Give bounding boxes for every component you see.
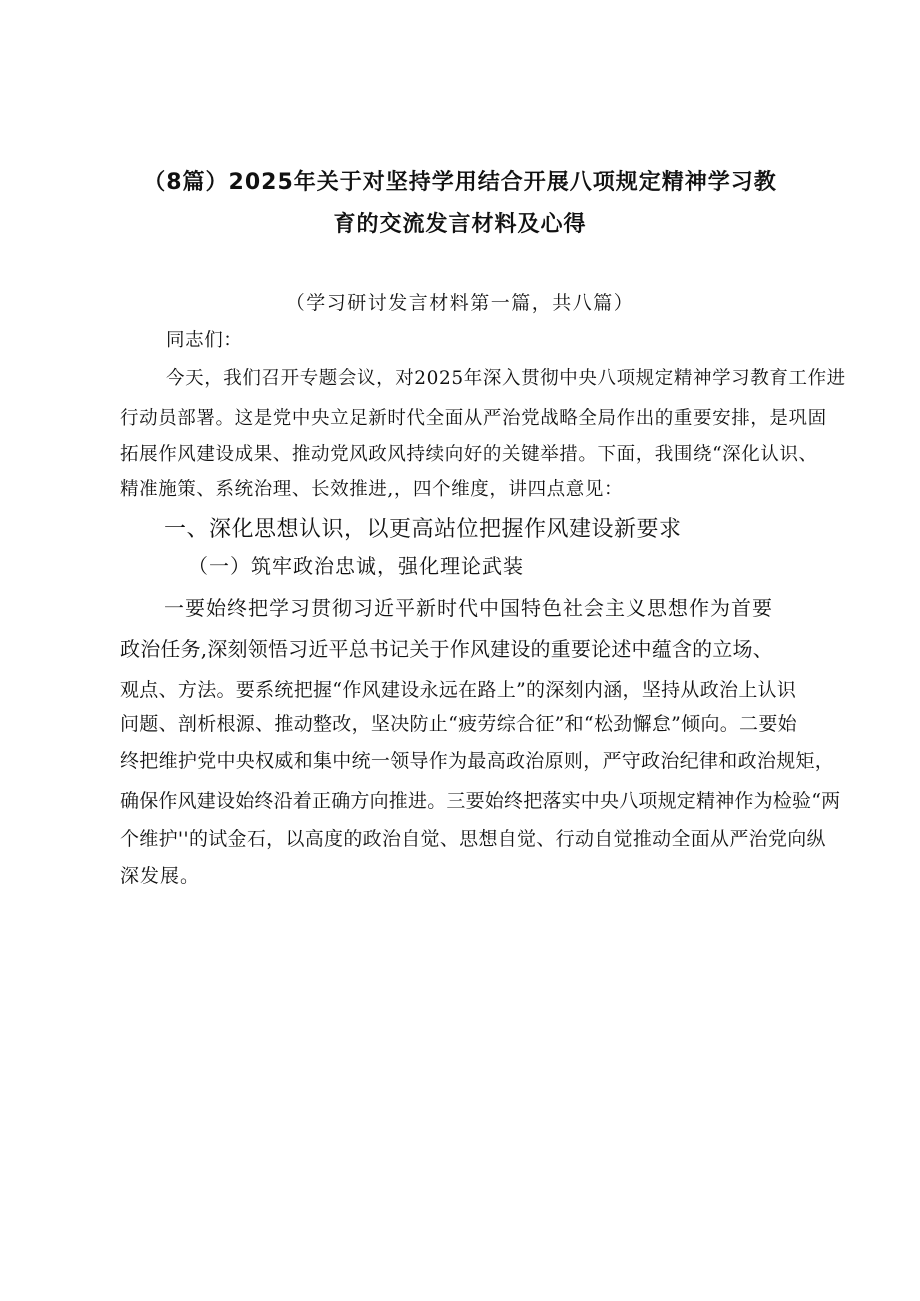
section-heading: 一、深化思想认识，以更高站位把握作风建设新要求: [164, 517, 682, 542]
salutation: 同志们：: [166, 330, 243, 351]
intro-paragraph-line: 今天，我们召开专题会议，对2025年深入贯彻中央八项规定精神学习教育工作进: [166, 368, 846, 389]
intro-paragraph-line: 拓展作风建设成果、推动党风政风持续向好的关键举措。下面，我围绕“深化认识、: [120, 444, 818, 465]
body-paragraph-line: 个维护''的试金石，以高度的政治自觉、思想自觉、行动自觉推动全面从严治党向纵: [120, 828, 826, 850]
body-paragraph-line: 终把维护党中央权威和集中统一领导作为最高政治原则，严守政治纪律和政治规矩，: [120, 750, 835, 772]
document-subtitle: （学习研讨发言材料第一篇，共八篇）: [285, 292, 635, 314]
document-title-line-1: （8篇）2025年关于对坚持学用结合开展八项规定精神学习教: [143, 170, 777, 195]
subsection-heading: （一）筑牢政治忠诚，强化理论武装: [188, 554, 524, 578]
intro-paragraph-line: 精准施策、系统治理、长效推进,，四个维度，讲四点意见：: [120, 479, 624, 500]
document-title-line-2: 育的交流发言材料及心得: [333, 212, 587, 237]
body-paragraph-line: 深发展。: [120, 865, 201, 887]
body-paragraph-line: 确保作风建设始终沿着正确方向推进。三要始终把落实中央八项规定精神作为检验“两: [120, 790, 841, 812]
intro-paragraph-line: 行动员部署。这是党中央立足新时代全面从严治党战略全局作出的重要安排，是巩固: [120, 408, 827, 429]
body-paragraph-line: 政治任务,深刻领悟习近平总书记关于作风建设的重要论述中蕴含的立场、: [120, 637, 773, 661]
body-paragraph-line: 问题、剖析根源、推动整改，坚决防止“疲劳综合征”和“松劲懈怠”倾向。二要始: [120, 713, 797, 735]
body-paragraph-line: 一要始终把学习贯彻习近平新时代中国特色社会主义思想作为首要: [164, 596, 773, 620]
body-paragraph-line: 观点、方法。要系统把握“作风建设永远在路上”的深刻内涵，坚持从政治上认识: [120, 679, 797, 701]
